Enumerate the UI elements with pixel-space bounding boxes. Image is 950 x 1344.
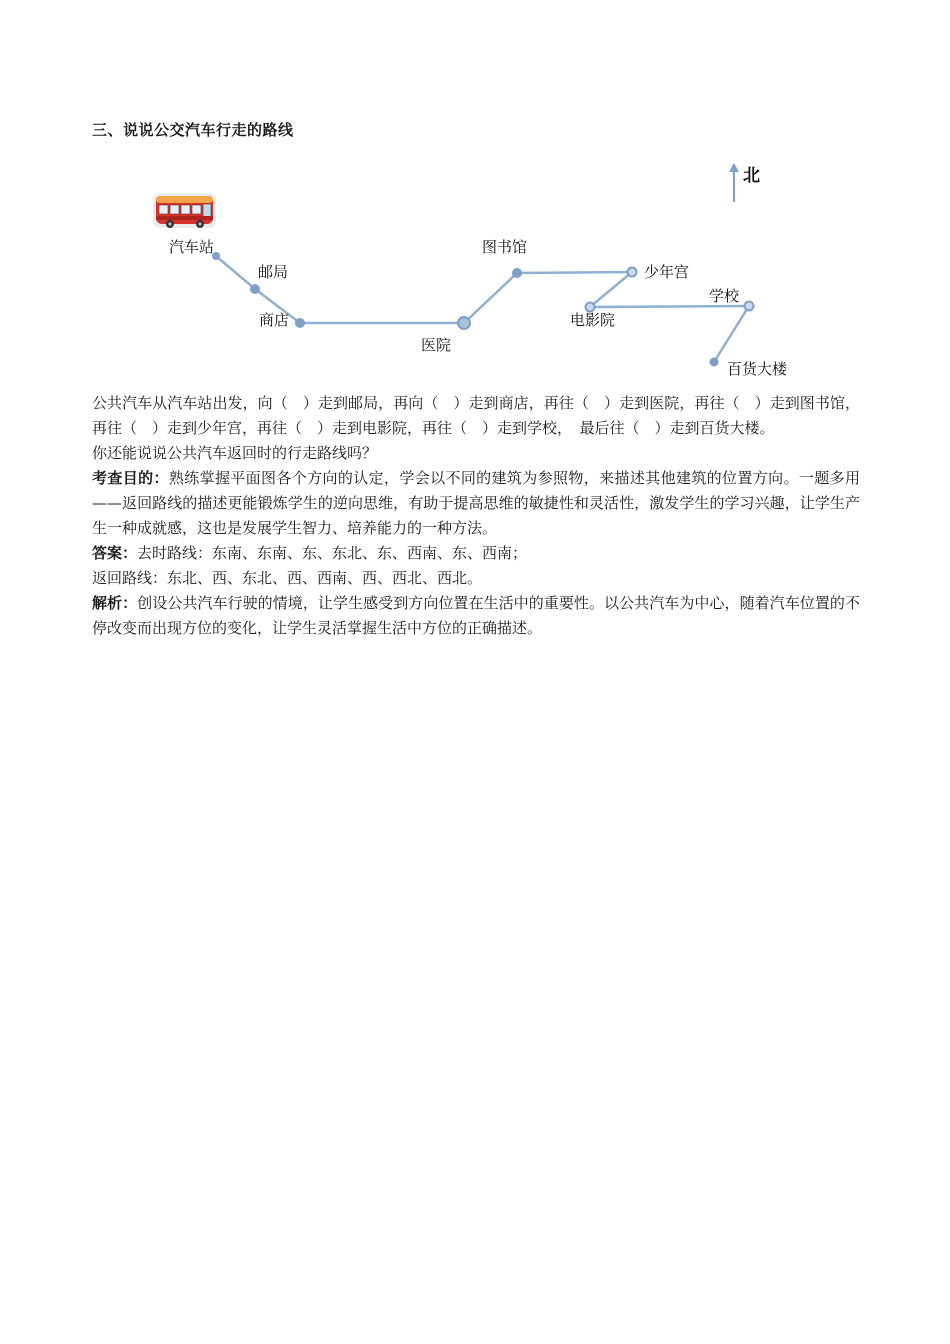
stop-dot-youth-palace [628,268,637,277]
stop-dot-shop [295,318,305,328]
purpose-label: 考查目的： [92,469,169,487]
answer-outbound: 去时路线：东南、东南、东、东北、东、西南、东、西南； [137,544,528,562]
analysis-paragraph [92,591,860,641]
analysis-label: 解析： [92,594,138,612]
purpose-text: 熟练掌握平面图各个方向的认定，学会以不同的建筑为参照物，来描述其他建筑的位置方向。一题多用——返回路线的描述更能锻炼学生的逆向思维，有助于提高思维的敏捷性和灵活性，激发学生的学习兴趣，让学生产生一种成就感，这也是发展学生智力、培养能力的一种方法。 [92,469,860,537]
answer-paragraph [92,541,860,566]
stop-label-shop: 商店 [259,311,290,329]
analysis-text: 创设公共汽车行驶的情境，让学生感受到方向位置在生活中的重要性。以公共汽车为中心，随着汽车位置的不停改变而出现方位的变化，让学生灵活掌握生活中方位的正确描述。 [92,594,860,637]
route-map [0,150,950,390]
north-arrow-icon [729,163,739,202]
stop-label-cinema: 电影院 [570,311,616,329]
stop-label-department-store: 百货大楼 [727,360,788,378]
stop-dot-post-office [250,284,260,294]
stop-label-library: 图书馆 [482,238,528,256]
question-paragraph: 公共汽车从汽车站出发，向（ ）走到邮局，再向（ ）走到商店，再往（ ）走到医院，再往（ ）走到图书馆，再往（ ）走到少年宫，再往（ ）走到电影院，再往（ ）走到学校， 最后往（ ）走到百货大楼。 [92,394,860,437]
stop-label-bus-station: 汽车站 [169,238,215,256]
stop-label-post-office: 邮局 [258,263,289,281]
bus-icon [153,193,216,228]
stop-label-hospital: 医院 [421,336,452,354]
stop-dot-hospital [458,317,470,329]
north-label: 北 [743,166,760,186]
purpose-paragraph [92,466,860,541]
stop-label-youth-palace: 少年宫 [644,263,690,281]
answer-label: 答案： [92,544,138,562]
stop-dot-school [745,302,754,311]
body-text [92,391,860,641]
stop-dot-library [512,268,522,278]
answer-return: 返回路线：东北、西、东北、西、西南、西、西北、西北。 [92,569,483,587]
return-question: 你还能说说公共汽车返回时的行走路线吗？ [92,444,378,462]
stop-label-school: 学校 [709,287,740,305]
stop-dot-department-store [710,358,719,367]
section-heading: 三、说说公交汽车行走的路线 [92,121,294,139]
